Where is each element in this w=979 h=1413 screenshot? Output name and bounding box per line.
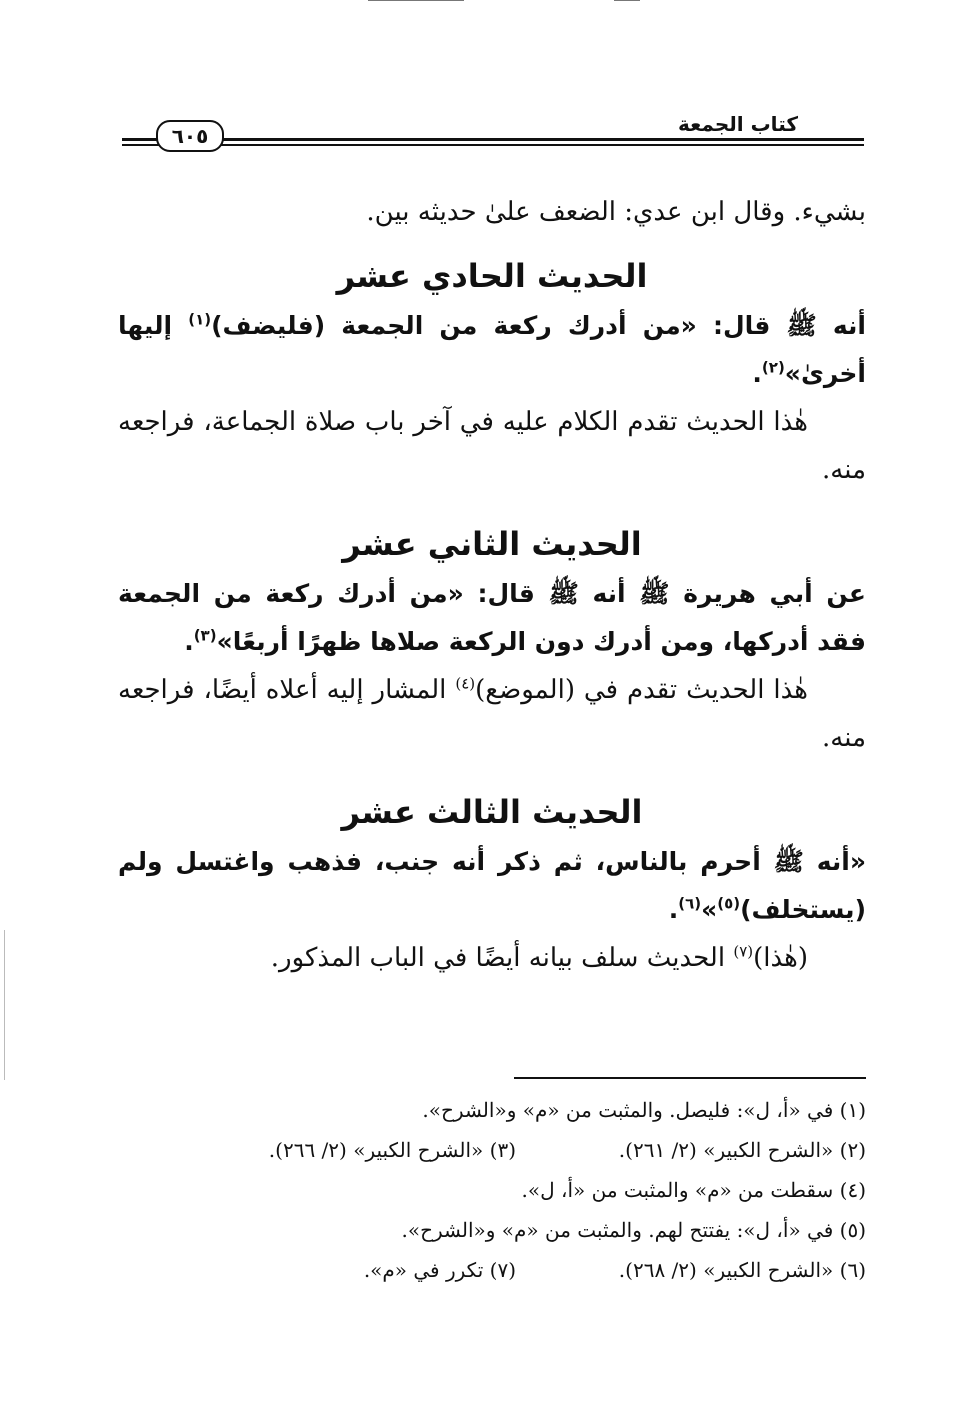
footnote-4: (٤) سقطت من «م» والمثبت من «أ، ل».	[521, 1178, 866, 1202]
scan-mark-top-2	[614, 0, 640, 1]
footnote-row-2-3	[206, 1130, 866, 1170]
footnote-6: (٦) «الشرح الكبير» (٢/ ٢٦٨).	[618, 1258, 866, 1282]
footnote-ref-6: (٦)	[678, 894, 702, 913]
footnote-separator	[514, 1077, 866, 1079]
page-number: ٦٠٥	[156, 120, 224, 152]
hadith-12-text-after: .	[184, 627, 194, 656]
hadith-11-text	[118, 302, 866, 398]
page-body	[118, 188, 866, 982]
footnote-2: (٢) «الشرح الكبير» (٢/ ٢٦١).	[618, 1138, 866, 1162]
hadith-13-comment-after: الحديث سلف بيانه أيضًا في الباب المذكور.	[270, 943, 734, 973]
footnote-ref-3: (٣)	[193, 626, 217, 645]
hadith-11-comment: هٰذا الحديث تقدم الكلام عليه في آخر باب صلاة الجماعة، فراجعه منه.	[118, 407, 866, 485]
hadith-11-text-middle: إليها أخرىٰ»	[118, 311, 866, 388]
footnote-row-6-7	[206, 1250, 866, 1290]
hadith-13-text-before: «أنه ﷺ أحرم بالناس، ثم ذكر أنه جنب، فذهب واغتسل ولم (يستخلف)	[118, 847, 866, 924]
scan-mark-side	[4, 930, 5, 1080]
footnote-ref-7: (٧)	[733, 942, 754, 961]
footnote-1: (١) في «أ، ل»: فليصل. والمثبت من «م» و«الشرح».	[422, 1098, 866, 1122]
hadith-13-title: الحديث الثالث عشر	[341, 793, 643, 831]
footnote-ref-5: (٥)	[717, 894, 741, 913]
hadith-13-comment	[118, 934, 866, 982]
hadith-11-title: الحديث الحادي عشر	[336, 257, 648, 295]
chapter-title: كتاب الجمعة	[678, 112, 798, 136]
hadith-11-text-after: .	[752, 359, 762, 388]
hadith-12-comment-after: المشار إليه أعلاه أيضًا، فراجعه منه.	[118, 675, 866, 753]
hadith-12-comment	[118, 666, 866, 762]
footnotes	[206, 1090, 866, 1290]
intro-paragraph: بشيء. وقال ابن عدي: الضعف علىٰ حديثه بين.	[366, 197, 866, 227]
hadith-12-comment-before: هٰذا الحديث تقدم في (الموضع)	[475, 675, 808, 705]
hadith-13-text-after: .	[668, 895, 679, 924]
header-rule	[122, 138, 864, 146]
scan-mark-top-1	[368, 0, 464, 1]
hadith-12-text-before: عن أبي هريرة ﷺ أنه ﷺ قال: «من أدرك ركعة من الجمعة فقد أدركها، ومن أدرك دون الركعة صلاها ظهرًا أربعًا»	[118, 579, 866, 656]
hadith-11-text-before: أنه ﷺ قال: «من أدرك ركعة من الجمعة (فليضف)	[211, 311, 866, 340]
footnote-ref-2: (٢)	[761, 358, 785, 377]
hadith-12-title: الحديث الثاني عشر	[342, 525, 642, 563]
hadith-12-text	[118, 570, 866, 666]
footnote-7: (٧) تكرر في «م».	[363, 1258, 516, 1282]
page-header	[122, 112, 864, 152]
hadith-13-comment-before: (هٰذا)	[753, 943, 808, 973]
footnote-ref-1: (١)	[188, 310, 212, 329]
footnote-5: (٥) في «أ، ل»: يفتتح لهم. والمثبت من «م» و«الشرح».	[401, 1218, 866, 1242]
header-rule-thick	[122, 138, 864, 141]
footnote-ref-4: (٤)	[455, 674, 476, 693]
header-rule-thin	[122, 144, 864, 146]
hadith-13-text-middle: »	[701, 895, 718, 924]
hadith-13-text	[118, 838, 866, 934]
footnote-3: (٣) «الشرح الكبير» (٢/ ٢٦٦).	[268, 1138, 516, 1162]
